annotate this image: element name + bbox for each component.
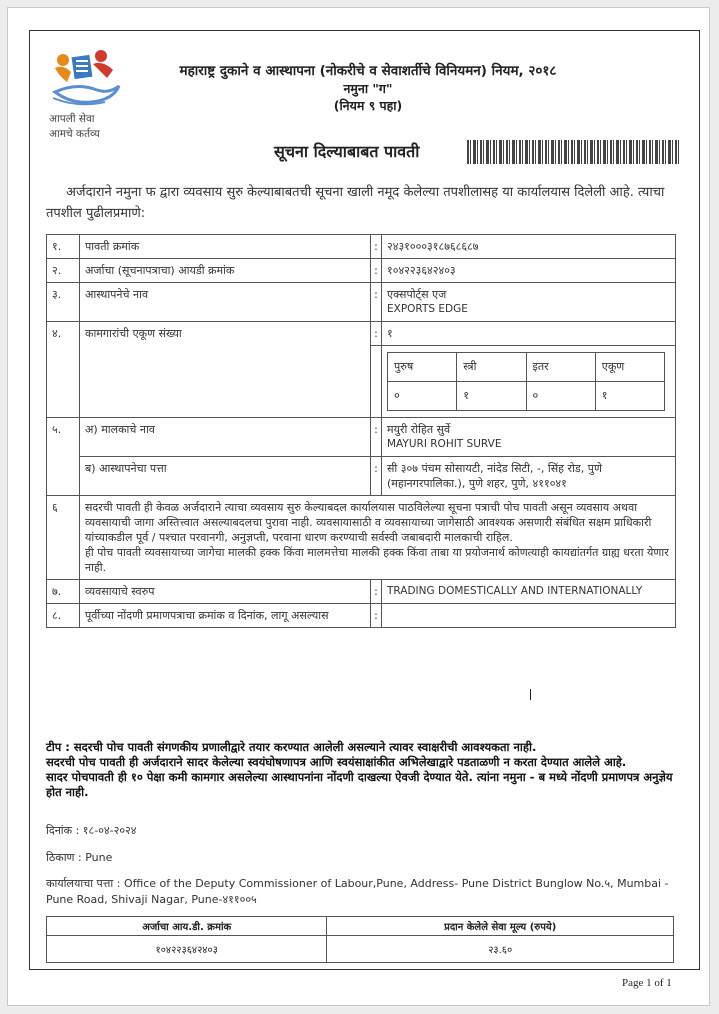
table-row — [47, 322, 676, 346]
header-other: इतर — [526, 353, 595, 382]
place-label: ठिकाण : — [46, 851, 82, 864]
field-label: आस्थापनेचे नाव — [80, 283, 371, 322]
table-row — [47, 580, 676, 604]
table-row — [47, 604, 676, 628]
establishment-name-mr: एक्सपोर्ट्स एज — [387, 288, 447, 301]
colon: : — [371, 283, 382, 322]
date-label: दिनांक : — [46, 824, 80, 837]
fee-col2-header: प्रदान केलेले सेवा मूल्य (रुपये) — [327, 917, 674, 936]
count-male: ० — [388, 382, 457, 411]
owner-name-cell — [382, 418, 676, 457]
row-number: ७. — [47, 580, 80, 604]
text-cursor — [530, 689, 531, 700]
breakdown-header-row — [388, 353, 665, 382]
intro-paragraph: अर्जदाराने नमुना फ द्वारा व्यवसाय सुरु केल्याबाबतची सूचना खाली नमूद केलेल्या तपशीलासह या कार्यालयास दिलेली आहे. त्याचा तपशील पुढीलप्रमाणे: — [46, 185, 665, 221]
field-label: कामगारांची एकूण संख्या — [80, 322, 371, 418]
fee-col1-header: अर्जाचा आय.डी. क्रमांक — [47, 917, 327, 936]
receipt-number: २४३१०००३१८७६८६८७ — [382, 235, 676, 259]
place-value: Pune — [85, 851, 113, 864]
header-female: स्त्री — [457, 353, 526, 382]
details-table — [46, 234, 676, 628]
field-label: ब) आस्थापनेचा पत्ता — [80, 457, 371, 496]
colon: : — [371, 322, 382, 346]
header-male: पुरुष — [388, 353, 457, 382]
row-number: २. — [47, 259, 80, 283]
table-row — [47, 235, 676, 259]
page-number: Page 1 of 1 — [622, 977, 672, 989]
date-value: १८-०४-२०२४ — [82, 824, 137, 837]
establishment-address: सी ३०७ पंचम सोसायटी, नांदेड सिटी, -, सिंह रोड, पुणे (महानगरपालिका.), पुणे शहर, पुणे, ४११०४१ — [382, 457, 676, 496]
document-title: सूचना दिल्याबाबत पावती — [274, 142, 420, 161]
count-total: १ — [595, 382, 664, 411]
field-label: पावती क्रमांक — [80, 235, 371, 259]
fee-value-row — [47, 936, 674, 963]
header-form-name: नमुना "ग" — [343, 81, 393, 96]
colon: : — [371, 457, 382, 496]
header-total: एकूण — [595, 353, 664, 382]
notes-block — [46, 740, 676, 800]
count-female: १ — [457, 382, 526, 411]
count-other: ० — [526, 382, 595, 411]
fee-header-row — [47, 917, 674, 936]
header-rule-title: महाराष्ट्र दुकाने व आस्थापना (नोकरीचे व सेवाशर्तीचे विनियमन) नियम, २०१८ — [179, 63, 557, 79]
colon: : — [371, 604, 382, 628]
note-3: सादर पोचपावती ही १० पेक्षा कमी कामगार असलेल्या आस्थापनांना नोंदणी दाखल्या ऐवजी देण्यात येते. त्यांना नमुना - ब मध्ये नोंदणी प्रमाणपत्र अनुज्ञेय होत नाही. — [46, 770, 673, 799]
row-number: ८. — [47, 604, 80, 628]
logo-tagline-line2: आमचे कर्तव्य — [49, 128, 100, 140]
disclaimer-text: सदरची पावती ही केवळ अर्जदाराने त्याचा व्यवसाय सुरु केल्याबदल कार्यालयास पाठविलेल्या सूचना पत्राची पोच पावती असून व्यवसाय अथवा व्यवसायाची जागा अस्तित्त्वात असल्याबदलचा पुरावा नाही. व्यवसायासाठी व व्यवसायाच्या जागेसाठी आवश्यक असणारी संबंधित सक्षम प्राधिकारी यांच्याकडील पूर्व / पश्चात परवानगी, अनुज्ञप्ती, परवाना धारण करण्याची सर्वस्वी जबाबदारी मालकाची राहिल. — [85, 501, 652, 544]
table-row — [47, 283, 676, 322]
note-2: सदरची पोच पावती ही अर्जदाराने सादर केलेल्या स्वयंघोषणापत्र आणि स्वयंसाक्षांकीत अभिलेखाद्वारे पडताळणी न करता देण्यात आलेले आहे. — [46, 755, 627, 769]
header-rule-ref: (नियम ९ पहा) — [333, 98, 403, 113]
total-workers: १ — [382, 322, 676, 346]
office-address — [46, 876, 676, 908]
worker-breakdown-cell — [382, 346, 676, 418]
colon: : — [371, 235, 382, 259]
disclaimer-cell — [80, 496, 676, 580]
owner-name-mr: मयुरी रोहित सुर्वे — [387, 423, 451, 436]
field-label: व्यवसायाचे स्वरुप — [80, 580, 371, 604]
row-number: ६ — [47, 496, 80, 580]
worker-breakdown-table — [387, 352, 665, 411]
note-1: टीप : सदरची पोच पावती संगणकीय प्रणालीद्वारे तयार करण्यात आलेली असल्याने त्यावर स्वाक्षरीची आवश्यकता नाही. — [46, 740, 537, 754]
fee-amount: २३.६० — [327, 936, 674, 963]
row-number: ३. — [47, 283, 80, 322]
table-row — [47, 259, 676, 283]
colon: : — [371, 259, 382, 283]
barcode — [467, 140, 679, 164]
row-number: ५. — [47, 418, 80, 496]
logo-tagline-line1: आपली सेवा — [49, 113, 95, 125]
place-line — [46, 850, 112, 865]
office-label: कार्यालयाचा पत्ता : — [46, 877, 121, 890]
document-header — [124, 62, 612, 114]
row-number: १. — [47, 235, 80, 259]
field-label: पूर्वीच्या नोंदणी प्रमाणपत्राचा क्रमांक व दिनांक, लागू असल्यास — [80, 604, 371, 628]
breakdown-value-row — [388, 382, 665, 411]
table-row — [47, 496, 676, 580]
fee-application-id: १०४२२३६४२४०३ — [47, 936, 327, 963]
establishment-name-cell — [382, 283, 676, 322]
logo-tagline — [49, 112, 100, 142]
row-number: ४. — [47, 322, 80, 418]
field-label: अ) मालकाचे नाव — [80, 418, 371, 457]
table-row — [47, 418, 676, 457]
business-nature: TRADING DOMESTICALLY AND INTERNATIONALLY — [382, 580, 676, 604]
previous-registration — [382, 604, 676, 628]
disclaimer-text-2: ही पोच पावती व्यवसायाच्या जागेचा मालकी हक्क किंवा मालमत्तेचा मालकी हक्क किंवा ताबा या प्रयोजनार्थ कोणत्याही कायद्यांतर्गत ग्राह्य धरता येणार नाही. — [85, 546, 669, 574]
table-row — [47, 457, 676, 496]
colon: : — [371, 418, 382, 457]
field-label: अर्जाचा (सूचनापत्राचा) आयडी क्रमांक — [80, 259, 371, 283]
owner-name-en: MAYURI ROHIT SURVE — [387, 438, 502, 450]
application-id: १०४२२३६४२४०३ — [382, 259, 676, 283]
colon: : — [371, 580, 382, 604]
date-line — [46, 823, 137, 838]
fee-table — [46, 916, 674, 963]
office-value: Office of the Deputy Commissioner of Labour,Pune, Address- Pune District Bunglow No.५, Mumbai - Pune Road, Shivaji Nagar, Pune-४११००५ — [46, 877, 669, 906]
establishment-name-en: EXPORTS EDGE — [387, 303, 468, 315]
